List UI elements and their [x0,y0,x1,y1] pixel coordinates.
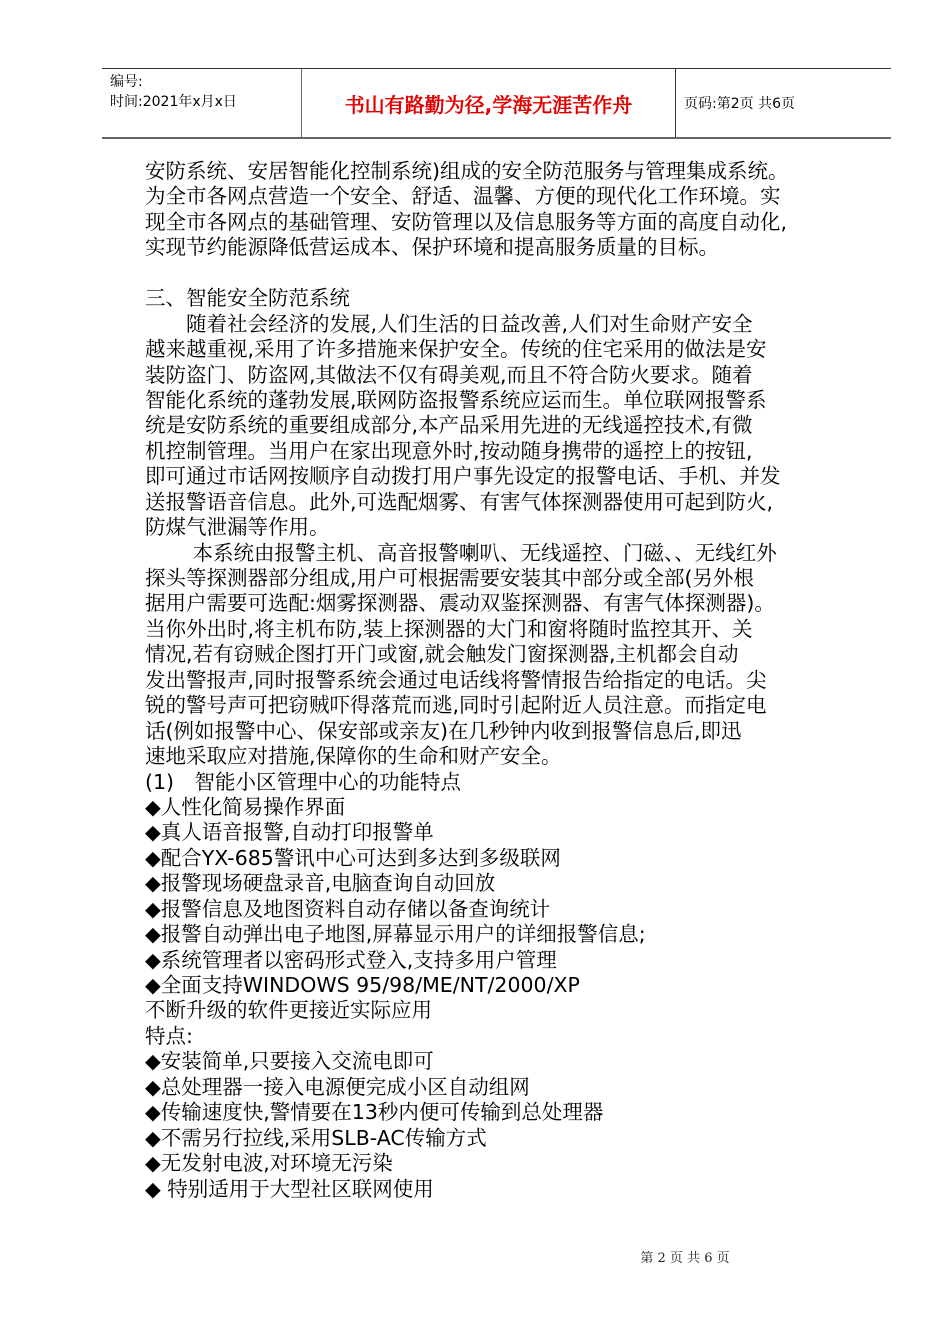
header-meta-cell [102,69,302,137]
document-body [145,159,870,1202]
text-line: 为全市各网点营造一个安全、舒适、温馨、方便的现代化工作环境。实 [145,184,781,209]
header-table [102,68,891,139]
page-footer: 第 2 页 共 6 页 [640,1251,730,1266]
text-line: ◆安装简单,只要接入交流电即可 [145,1049,434,1074]
text-line: 实现节约能源降低营运成本、保护环境和提高服务质量的目标。 [145,235,719,260]
text-line: ◆无发射电波,对环境无污染 [145,1151,393,1176]
document-time: 时间:2021年x月x日 [110,94,237,110]
text-line: 机控制管理。当用户在家出现意外时,按动随身携带的遥控上的按钮, [145,438,753,463]
text-line: 特点: [145,1023,193,1048]
text-line: 发出警报声,同时报警系统会通过电话线将警情报告给指定的电话。尖 [145,667,767,692]
header-motto: 书山有路勤为径,学海无涯苦作舟 [302,69,676,137]
text-line: ◆传输速度快,警情要在13秒内便可传输到总处理器 [145,1100,604,1125]
text-line: 据用户需要可选配:烟雾探测器、震动双鉴探测器、有害气体探测器)。 [145,591,775,616]
text-line: ◆报警信息及地图资料自动存储以备查询统计 [145,896,551,921]
text-line: 防煤气泄漏等作用。 [145,515,330,540]
text-line: 锐的警号声可把窃贼吓得落荒而逃,同时引起附近人员注意。而指定电 [145,693,767,718]
text-line: (1) 智能小区管理中心的功能特点 [145,769,462,794]
text-line: 装防盗门、防盗网,其做法不仅有碍美观,而且不符合防火要求。随着 [145,362,753,387]
text-line: 当你外出时,将主机布防,装上探测器的大门和窗将随时监控其开、关 [145,616,753,641]
text-line: ◆总处理器一接入电源便完成小区自动组网 [145,1074,530,1099]
text-line: 不断升级的软件更接近实际应用 [145,998,432,1023]
text-line [145,261,870,286]
text-line: ◆全面支持WINDOWS 95/98/ME/NT/2000/XP [145,973,580,997]
text-line: 统是安防系统的重要组成部分,本产品采用先进的无线遥控技术,有微 [145,413,753,438]
header-page-number: 页码:第2页 共6页 [684,96,795,112]
text-line: ◆系统管理者以密码形式登入,支持多用户管理 [145,947,557,972]
text-line: 三、智能安全防范系统 [145,286,350,311]
text-line: ◆不需另行拉线,采用SLB-AC传输方式 [145,1125,487,1150]
text-line: 随着社会经济的发展,人们生活的日益改善,人们对生命财产安全 [145,311,753,336]
text-line: 送报警语音信息。此外,可选配烟雾、有害气体探测器使用可起到防火, [145,489,774,514]
text-line: 现全市各网点的基础管理、安防管理以及信息服务等方面的高度自动化, [145,209,788,234]
text-line: 智能化系统的蓬勃发展,联网防盗报警系统应运而生。单位联网报警系 [145,387,767,412]
text-line: 话(例如报警中心、保安部或亲友)在几秒钟内收到报警信息后,即迅 [145,718,742,743]
text-line: 即可通过市话网按顺序自动拨打用户事先设定的报警电话、手机、并发 [145,464,781,489]
text-line: ◆人性化简易操作界面 [145,794,346,819]
text-line: 探头等探测器部分组成,用户可根据需要安装其中部分或全部(另外根 [145,566,755,590]
text-line: 安防系统、安居智能化控制系统)组成的安全防范服务与管理集成系统。 [145,159,789,183]
text-line: ◆配合YX-685警讯中心可达到多达到多级联网 [145,845,561,870]
text-line: 本系统由报警主机、高音报警喇叭、无线遥控、门磁、、无线红外 [145,540,777,565]
text-line: 越来越重视,采用了许多措施来保护安全。传统的住宅采用的做法是安 [145,337,767,362]
text-line: 速地采取应对措施,保障你的生命和财产安全。 [145,744,562,769]
text-line: 情况,若有窃贼企图打开门或窗,就会触发门窗探测器,主机都会自动 [145,642,739,667]
text-line: ◆报警现场硬盘录音,电脑查询自动回放 [145,871,496,896]
document-number: 编号: [110,74,143,90]
text-line: ◆ 特别适用于大型社区联网使用 [145,1176,434,1201]
text-line: ◆真人语音报警,自动打印报警单 [145,820,434,845]
text-line: ◆报警自动弹出电子地图,屏幕显示用户的详细报警信息; [145,922,646,947]
